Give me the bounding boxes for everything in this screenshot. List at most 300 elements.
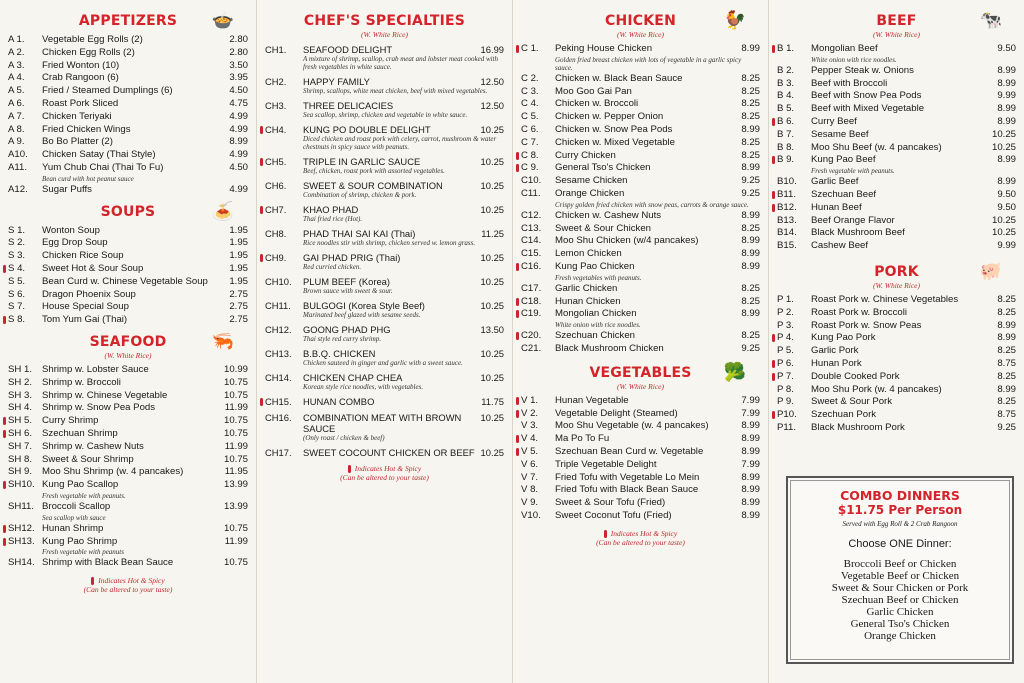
item-price: 8.25 [741, 111, 760, 123]
item-description: White onion with rice noodles. [555, 321, 641, 330]
item-name: Yum Chub Chai (Thai To Fu) [42, 161, 164, 173]
note-line2: (Can be altered to your taste) [83, 585, 173, 595]
item-number: CH3. [265, 100, 287, 111]
section-subtitle: (W. White Rice) [873, 280, 920, 290]
item-number: CH1. [265, 44, 287, 55]
item-name: Moo Shu Beef (w. 4 pancakes) [811, 141, 942, 153]
menu-item [8, 557, 248, 570]
menu-item [8, 289, 248, 302]
menu-item [8, 250, 248, 263]
item-number: B 9. [777, 154, 795, 166]
menu-item [521, 420, 760, 433]
item-number: B 3. [777, 77, 795, 89]
menu-item [8, 523, 248, 536]
item-name: Curry Beef [811, 115, 857, 127]
item-price: 11.25 [481, 228, 504, 239]
item-name: KHAO PHAD [303, 204, 359, 215]
menu-item [265, 412, 504, 434]
item-description: Red curried chicken. [303, 263, 362, 271]
vegetables-header [521, 361, 760, 386]
item-number: C17. [521, 282, 542, 294]
item-name: GOONG PHAD PHG [303, 324, 391, 335]
item-number: CH10. [265, 276, 292, 287]
combo-price: $11.75 Per Person [837, 503, 963, 517]
menu-item [265, 156, 504, 167]
item-description: Fresh vegetables with peanuts. [555, 273, 642, 282]
item-price: 7.99 [741, 407, 760, 419]
item-number: B 4. [777, 90, 795, 102]
item-price: 8.99 [741, 162, 760, 174]
item-description: Crispy golden fried chicken with snow peas, carrots & orange sauce. [555, 200, 749, 209]
item-name: Garlic Pork [811, 345, 859, 357]
item-name: Broccoli Scallop [42, 500, 111, 512]
item-description: Marinated beef glazed with sesame seeds. [303, 311, 421, 319]
item-description: Golden fried breast chicken with lots of vegetable in a garlic spicy sauce. [555, 55, 742, 72]
item-number: A 2. [8, 46, 25, 58]
item-price: 1.95 [229, 262, 248, 274]
appetizers-header [8, 12, 248, 34]
menu-item [8, 441, 248, 454]
item-number: SH13. [8, 535, 35, 547]
item-price: 11.95 [224, 466, 248, 478]
menu-item [777, 154, 1016, 167]
item-name: COMBINATION MEAT WITH BROWN SAUCE [303, 412, 462, 434]
section-title: APPETIZERS [78, 13, 178, 29]
item-number: P 2. [777, 306, 794, 318]
note-line2: (Can be altered to your taste) [340, 473, 429, 483]
item-price: 4.99 [229, 183, 248, 195]
section-subtitle: (W. White Rice) [361, 30, 408, 39]
beef-header [777, 12, 1016, 34]
item-number: A 9. [8, 136, 25, 148]
note-line1: Indicates Hot & Spicy [354, 464, 422, 473]
item-price: 13.99 [223, 500, 248, 512]
item-name: Shrimp w. Snow Pea Pods [42, 402, 156, 414]
note-line1: Indicates Hot & Spicy [610, 528, 678, 538]
item-price: 8.99 [741, 445, 760, 457]
item-price: 1.95 [229, 250, 248, 262]
combo-options [788, 558, 1012, 642]
item-name: Chicken w. Cashew Nuts [555, 209, 662, 221]
item-price: 8.25 [997, 396, 1016, 408]
item-price: 8.25 [741, 282, 760, 294]
item-name: Shrimp with Black Bean Sauce [42, 557, 174, 569]
item-number: A 6. [8, 97, 25, 109]
pork-header [777, 260, 1016, 285]
item-name: Chicken w. Black Bean Sauce [555, 72, 683, 84]
menu-item [777, 358, 1016, 371]
item-number: B 8. [777, 141, 795, 153]
item-price: 4.50 [229, 85, 248, 97]
item-name: Chicken Satay (Thai Style) [42, 149, 156, 161]
item-price: 8.25 [997, 370, 1016, 382]
item-price: 11.99 [224, 535, 248, 547]
item-number: B14. [777, 227, 797, 239]
menu-item [8, 149, 248, 162]
menu-item [521, 330, 760, 343]
combo-choose: Choose ONE Dinner: [848, 538, 952, 550]
item-name: Black Mushroom Pork [811, 421, 905, 433]
menu-item [521, 395, 760, 408]
item-name: Moo Goo Gai Pan [555, 85, 632, 97]
item-price: 9.25 [997, 421, 1016, 433]
menu-item [777, 307, 1016, 320]
item-number: A 8. [8, 123, 25, 135]
menu-item [8, 402, 248, 415]
item-name: Crab Rangoon (6) [42, 72, 119, 84]
combo-title: COMBO DINNERS [840, 488, 960, 503]
item-number: C 9. [521, 162, 539, 174]
item-number: SH 2. [8, 376, 32, 388]
item-name: Egg Drop Soup [42, 237, 108, 249]
menu-item [521, 43, 760, 56]
menu-item [777, 396, 1016, 409]
item-name: Fried / Steamed Dumplings (6) [42, 85, 173, 97]
section-title: CHEF'S SPECIALTIES [303, 13, 466, 29]
menu-item [521, 459, 760, 472]
item-price: 8.99 [997, 319, 1016, 331]
item-name: Sesame Chicken [555, 175, 628, 187]
item-description: Sea scallop, shrimp, chicken and vegetable in white sauce. [303, 111, 468, 119]
item-number: A12. [8, 183, 28, 195]
item-price: 10.25 [480, 348, 504, 359]
item-price: 9.99 [997, 90, 1016, 102]
item-number: C 4. [521, 98, 539, 110]
item-price: 8.25 [997, 293, 1016, 305]
soups-list [8, 225, 248, 327]
item-name: Roast Pork w. Broccoli [811, 306, 907, 318]
item-name: Chicken w. Mixed Vegetable [555, 136, 675, 148]
item-price: 10.25 [480, 180, 504, 191]
item-price: 10.25 [480, 204, 504, 215]
item-name: Chicken w. Pepper Onion [555, 111, 664, 123]
section-subtitle: (W. White Rice) [104, 350, 152, 360]
item-price: 10.99 [223, 363, 248, 375]
combo-option: Vegetable Beef or Chicken [840, 570, 960, 582]
item-price: 2.80 [229, 34, 248, 45]
item-price: 8.99 [741, 484, 760, 496]
item-price: 9.25 [741, 342, 760, 354]
menu-item [8, 314, 248, 327]
pepper-icon [348, 465, 351, 473]
item-price: 8.99 [741, 471, 760, 483]
item-name: Sugar Puffs [42, 183, 92, 195]
item-price: 8.99 [741, 43, 760, 54]
menu-item [8, 34, 248, 47]
item-name: Moo Shu Vegetable (w. 4 pancakes) [555, 420, 709, 432]
menu-item [777, 103, 1016, 116]
item-price: 8.25 [741, 98, 760, 110]
item-number: SH14. [8, 557, 35, 569]
item-number: SH 4. [8, 402, 32, 414]
menu-item [777, 202, 1016, 215]
item-price: 10.25 [480, 447, 504, 458]
item-price: 10.75 [223, 389, 248, 401]
column-3 [512, 0, 768, 683]
menu-item [265, 76, 504, 87]
item-price: 8.99 [997, 154, 1016, 166]
section-title: BEEF [876, 13, 917, 29]
item-price: 10.25 [480, 372, 504, 383]
item-number: P 9. [777, 396, 794, 408]
item-number: B 1. [777, 43, 795, 54]
item-number: P 4. [777, 332, 794, 344]
item-name: Hunan Vegetable [555, 394, 629, 406]
item-name: Bean Curd w. Chinese Vegetable Soup [42, 275, 208, 287]
item-name: HAPPY FAMILY [303, 76, 370, 87]
item-price: 8.99 [997, 103, 1016, 115]
item-price: 9.25 [741, 187, 760, 199]
combo-option: Szechuan Beef or Chicken [841, 594, 959, 606]
item-name: Cashew Beef [811, 240, 869, 252]
seafood-list [8, 364, 248, 570]
item-number: CH17. [265, 447, 292, 458]
item-number: V 8. [521, 484, 539, 496]
item-name: GAI PHAD PRIG (Thai) [303, 252, 401, 263]
item-number: S 1. [8, 224, 26, 236]
menu-item [777, 294, 1016, 307]
combo-option: Garlic Chicken [866, 606, 934, 618]
item-price: 8.99 [997, 77, 1016, 89]
item-name: Tom Yum Gai (Thai) [42, 314, 128, 326]
item-price: 8.25 [741, 136, 760, 148]
item-name: Garlic Chicken [555, 282, 618, 294]
menu-item [8, 364, 248, 377]
item-price: 8.99 [997, 332, 1016, 344]
pig-icon: 🐖 [979, 260, 1002, 281]
menu-item [521, 175, 760, 188]
item-price: 10.75 [223, 427, 248, 439]
item-name: Hunan Beef [811, 201, 862, 213]
item-price: 8.99 [741, 248, 760, 260]
menu-item [521, 261, 760, 274]
menu-item [8, 98, 248, 111]
item-name: Double Cooked Pork [811, 370, 900, 382]
item-price: 16.99 [480, 44, 504, 55]
item-price: 10.25 [480, 276, 504, 287]
item-price: 3.50 [229, 59, 248, 71]
item-description: Fresh vegetable with peanuts [42, 548, 124, 557]
menu-item [777, 78, 1016, 91]
item-price: 13.50 [480, 324, 504, 335]
item-number: SH 6. [8, 427, 32, 439]
item-number: C20. [521, 330, 542, 342]
item-number: SH 8. [8, 453, 32, 465]
item-number: CH15. [265, 396, 292, 407]
menu-item [521, 137, 760, 150]
soups-header [8, 200, 248, 225]
menu-item [265, 447, 504, 458]
item-name: PHAD THAI SAI KAI (Thai) [303, 228, 416, 239]
item-price: 10.25 [991, 227, 1016, 239]
item-number: B10. [777, 176, 797, 188]
combo-dinners-box [786, 476, 1014, 664]
item-name: Hunan Chicken [555, 295, 621, 307]
item-number: V 1. [521, 394, 539, 406]
menu-item [777, 176, 1016, 189]
item-number: C 7. [521, 136, 539, 148]
cow-icon: 🐄 [979, 10, 1002, 30]
item-number: V10. [521, 509, 541, 521]
combo-option: Sweet & Sour Chicken or Pork [831, 582, 969, 594]
menu-item [8, 263, 248, 276]
menu-item [265, 324, 504, 335]
pork-list [777, 294, 1016, 435]
item-number: C10. [521, 175, 542, 187]
item-number: SH 1. [8, 363, 32, 375]
item-number: P 3. [777, 319, 794, 331]
item-number: A10. [8, 149, 28, 161]
item-price: 9.99 [997, 240, 1016, 252]
item-name: Chicken Rice Soup [42, 250, 124, 262]
menu-item [521, 86, 760, 99]
item-number: CH6. [265, 180, 287, 191]
item-number: S 5. [8, 275, 26, 287]
item-name: PLUM BEEF (Korea) [303, 276, 391, 287]
menu-item [265, 228, 504, 239]
item-number: CH13. [265, 348, 292, 359]
hot-spicy-note [265, 464, 504, 482]
item-name: Fried Tofu with Black Bean Sauce [555, 484, 699, 496]
item-number: B13. [777, 214, 797, 226]
item-number: CH7. [265, 204, 287, 215]
soup-bowl-icon: 🍝 [211, 200, 234, 221]
menu-item [777, 227, 1016, 240]
item-price: 10.75 [223, 557, 248, 569]
menu-item [521, 343, 760, 356]
menu-item [521, 510, 760, 523]
item-name: Pepper Steak w. Onions [811, 64, 914, 76]
item-price: 10.75 [223, 453, 248, 465]
item-name: Moo Shu Shrimp (w. 4 pancakes) [42, 466, 184, 478]
item-price: 8.99 [741, 497, 760, 509]
menu-item [8, 454, 248, 467]
item-price: 8.99 [741, 433, 760, 445]
item-number: S 6. [8, 288, 26, 300]
item-price: 9.50 [997, 201, 1016, 213]
item-name: TRIPLE IN GARLIC SAUCE [303, 156, 421, 167]
item-price: 3.95 [229, 72, 248, 84]
menu-item [8, 225, 248, 238]
item-price: 8.99 [741, 260, 760, 272]
vegetable-icon: 🥦 [723, 361, 746, 382]
item-name: Shrimp w. Lobster Sauce [42, 363, 149, 375]
item-price: 12.50 [480, 76, 504, 87]
item-number: B12. [777, 201, 797, 213]
item-name: Triple Vegetable Delight [555, 458, 657, 470]
item-name: Chicken w. Broccoli [555, 98, 639, 110]
item-number: A11. [8, 161, 28, 173]
menu-item [265, 100, 504, 111]
item-number: A 7. [8, 110, 25, 122]
chef-list [265, 44, 504, 458]
item-description: Brown sauce with sweet & sour. [303, 287, 393, 295]
item-number: B 2. [777, 64, 795, 76]
item-description: Beef, chicken, roast pork with assorted vegetables. [303, 167, 445, 175]
item-number: S 3. [8, 250, 26, 262]
pepper-icon [91, 577, 94, 585]
item-number: P10. [777, 409, 797, 421]
menu-item [8, 428, 248, 441]
item-description: Thai fried rice (Hot). [303, 215, 363, 223]
note-line2: (Can be altered to your taste) [596, 537, 685, 547]
menu-item [8, 85, 248, 98]
item-description: Korean style rice noodles, with vegetables. [303, 383, 424, 391]
hot-spicy-note [521, 529, 760, 547]
section-subtitle: (W. White Rice) [617, 30, 664, 39]
menu-item [777, 43, 1016, 56]
item-price: 2.75 [229, 301, 248, 313]
item-number: A 3. [8, 59, 25, 71]
menu-item [521, 433, 760, 446]
item-name: Shrimp w. Cashew Nuts [42, 440, 144, 452]
menu-item [521, 497, 760, 510]
vegetables-list [521, 395, 760, 523]
menu-item [265, 300, 504, 311]
item-description: Fresh vegetable with peanuts. [42, 491, 126, 500]
item-name: Fried Chicken Wings [42, 123, 131, 135]
menu-item [521, 111, 760, 124]
item-price: 11.99 [224, 440, 248, 452]
item-number: CH5. [265, 156, 287, 167]
menu-item [777, 371, 1016, 384]
item-name: Roast Pork w. Chinese Vegetables [811, 293, 959, 305]
item-number: P 8. [777, 383, 794, 395]
item-number: A 5. [8, 85, 25, 97]
item-name: Garlic Beef [811, 176, 859, 188]
item-number: C 5. [521, 111, 539, 123]
item-name: Orange Chicken [555, 187, 625, 199]
item-number: B 7. [777, 128, 795, 140]
item-number: C18. [521, 295, 542, 307]
item-name: Chicken w. Snow Pea Pods [555, 123, 673, 135]
item-price: 8.75 [997, 357, 1016, 369]
combo-option: General Tso's Chicken [850, 618, 950, 630]
item-name: KUNG PO DOUBLE DELIGHT [303, 124, 431, 135]
item-number: V 9. [521, 497, 539, 509]
item-number: C19. [521, 308, 542, 320]
item-price: 10.75 [223, 522, 248, 534]
item-price: 8.25 [997, 345, 1016, 357]
item-price: 10.25 [991, 214, 1016, 226]
item-price: 11.75 [481, 396, 504, 407]
menu-item [521, 210, 760, 223]
column-1 [0, 0, 256, 683]
appetizers-list [8, 34, 248, 197]
item-name: Szechuan Chicken [555, 330, 635, 342]
item-number: V 2. [521, 407, 539, 419]
item-number: S 7. [8, 301, 26, 313]
item-name: Kung Pao Scallop [42, 479, 119, 491]
item-number: B 5. [777, 103, 795, 115]
shrimp-icon: 🦐 [211, 330, 234, 351]
item-name: Sweet & Sour Chicken [555, 222, 651, 234]
item-name: Mongolian Chicken [555, 308, 637, 320]
item-name: Sweet Hot & Sour Soup [42, 262, 144, 274]
item-name: Black Mushroom Beef [811, 227, 905, 239]
item-number: C 3. [521, 85, 539, 97]
item-description: A mixture of shrimp, scallop, crab meat and lobster meat cooked with fresh vegetables in white sauce. [303, 55, 499, 71]
menu-item [265, 204, 504, 215]
item-price: 8.99 [741, 235, 760, 247]
item-description: (Only roast / chicken & beef) [303, 434, 385, 442]
item-price: 8.75 [997, 409, 1016, 421]
item-description: Sea scallop with sauce [42, 513, 106, 522]
item-price: 8.25 [741, 222, 760, 234]
item-number: CH2. [265, 76, 287, 87]
item-name: Kung Pao Beef [811, 154, 876, 166]
item-name: Sweet Coconut Tofu (Fried) [555, 509, 672, 521]
